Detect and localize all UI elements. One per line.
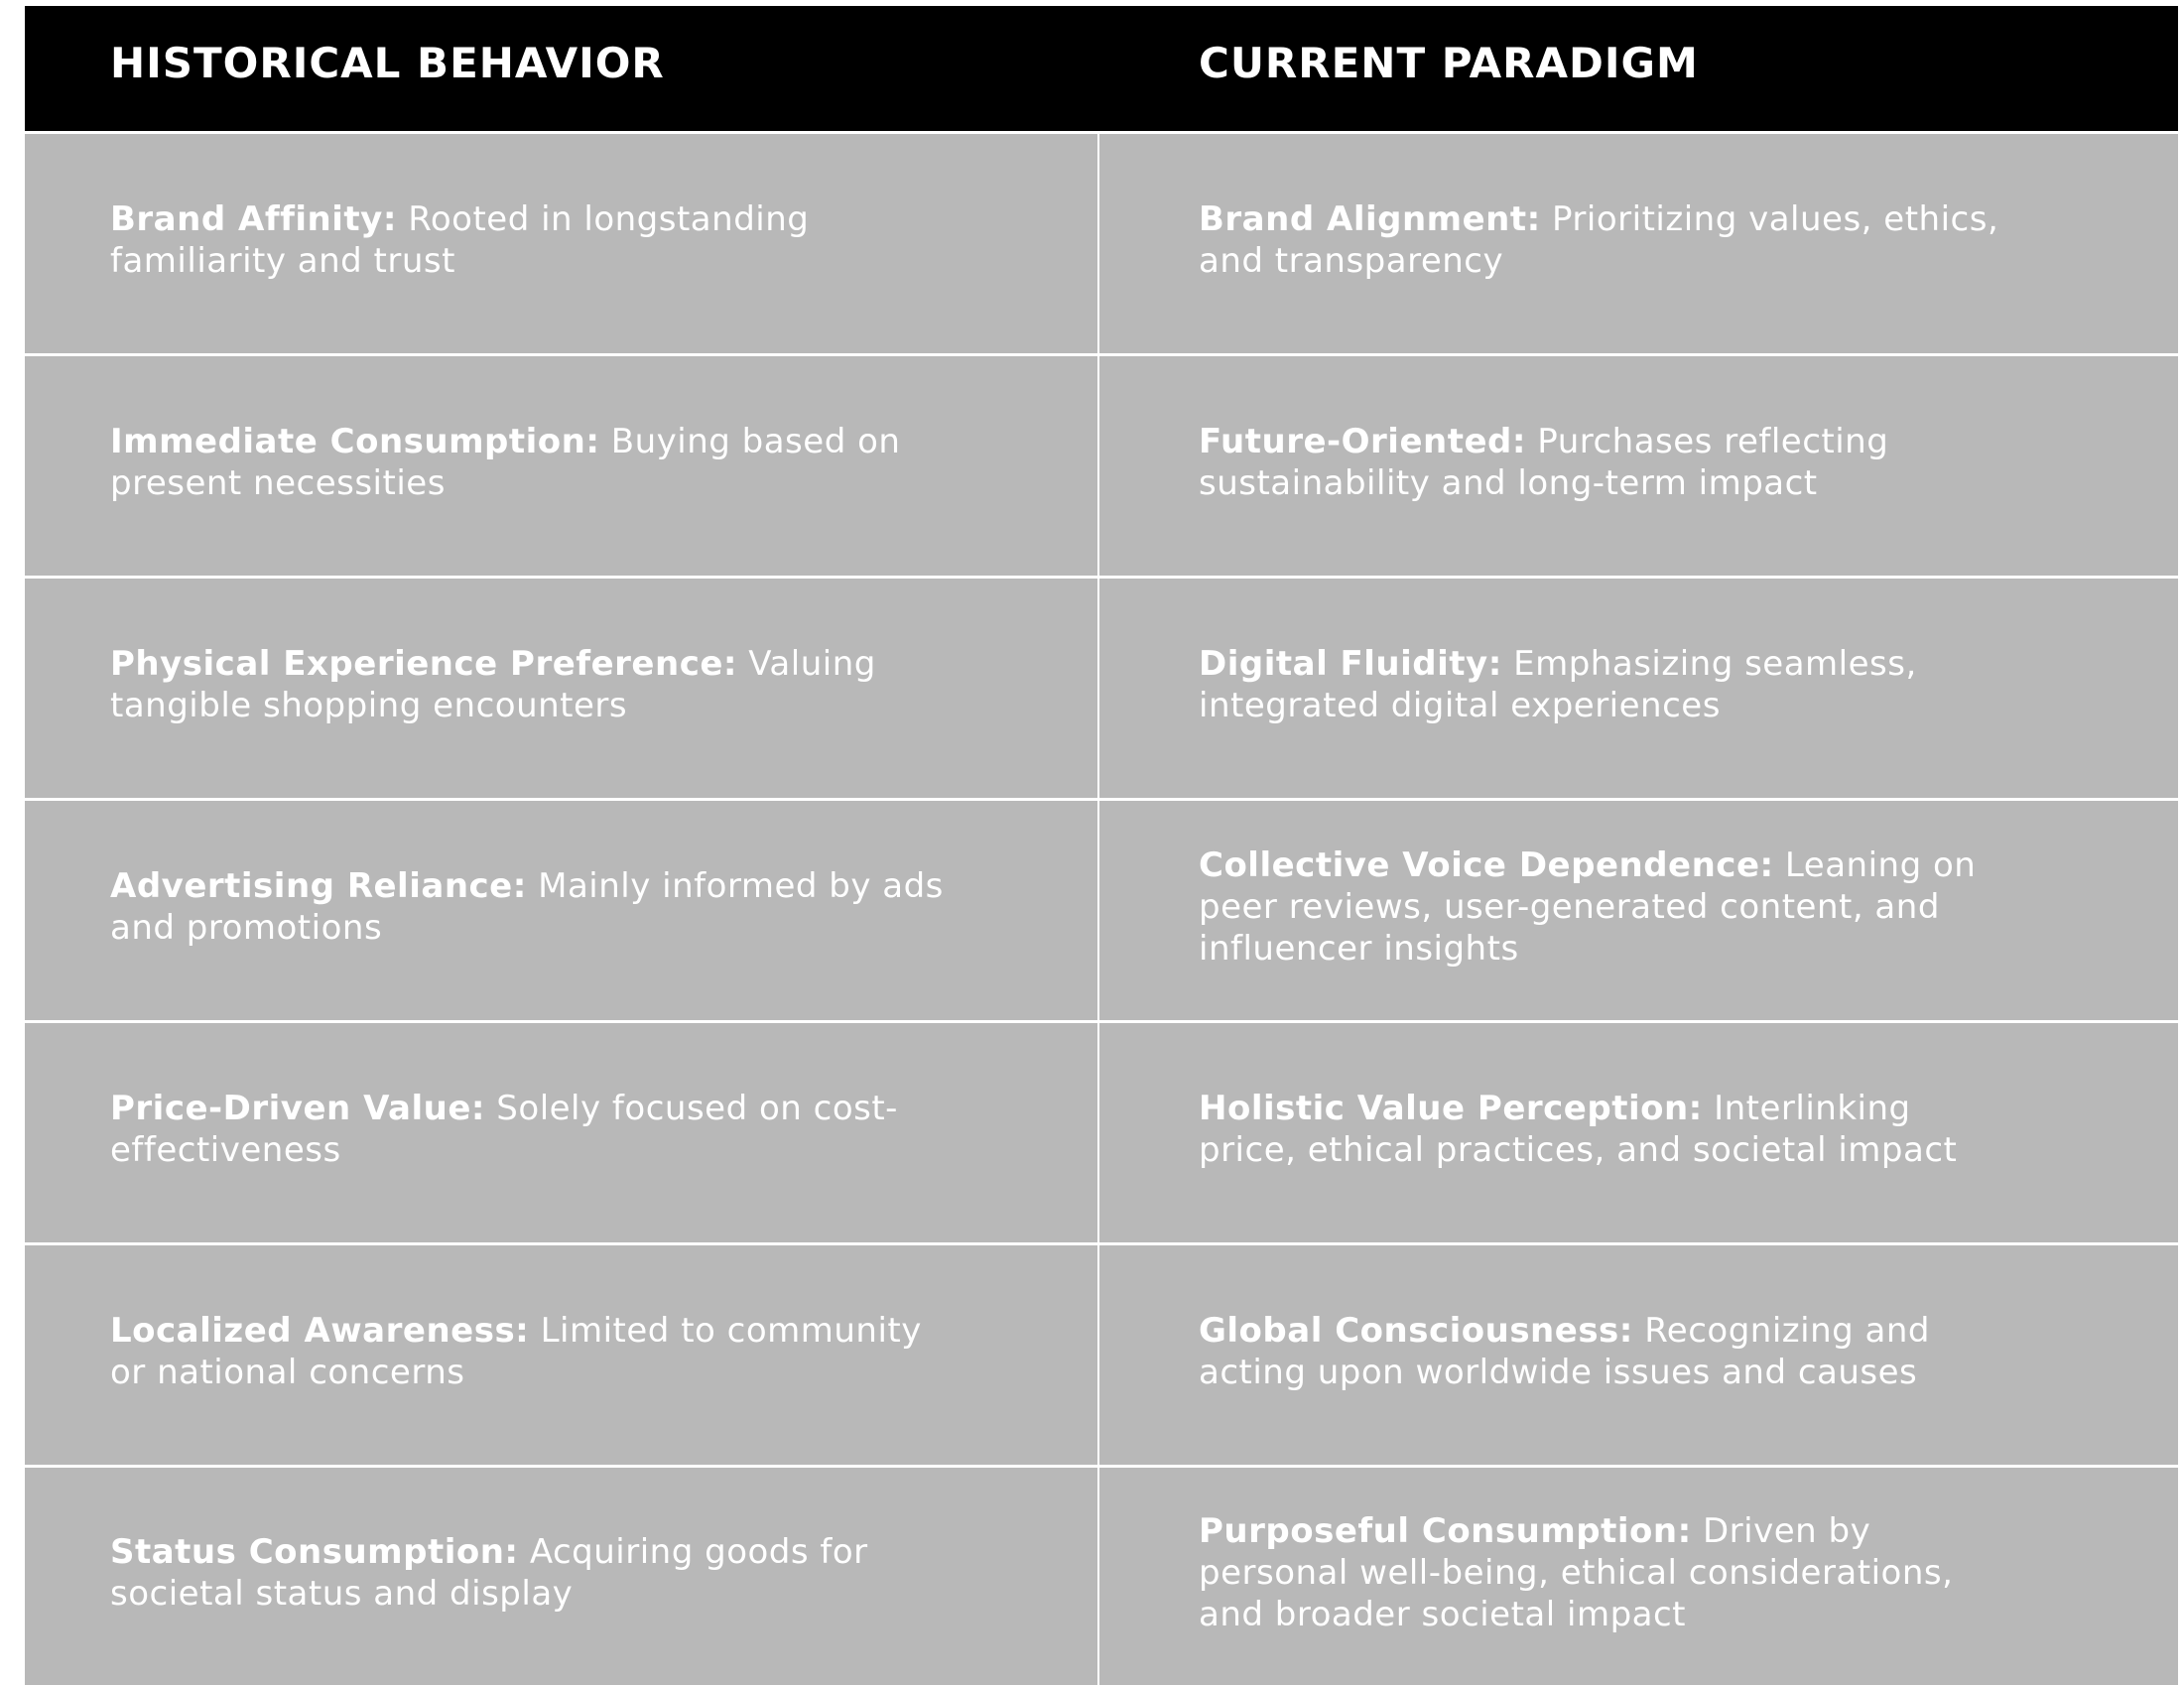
cell-text [1199,1310,2019,1401]
table-cell-current [1099,1023,2178,1242]
cell-description: Valuing tangible shopping encounters [110,643,876,725]
table-cell-historical [25,801,1097,1020]
cell-term: Digital Fluidity: [1199,643,1502,684]
cell-description: Buying based on present necessities [110,421,901,503]
table-cell-current [1099,1468,2178,1685]
cell-term: Global Consciousness: [1199,1310,1633,1351]
table-cell-current [1099,1245,2178,1465]
cell-text [1199,198,2019,290]
table-cell-historical [25,1245,1097,1465]
cell-description: Limited to community or national concerns [110,1310,922,1392]
cell-text [1199,643,2019,734]
table-cell-historical [25,579,1097,798]
cell-text [110,198,949,290]
cell-description: Solely focused on cost-effectiveness [110,1088,898,1170]
cell-term: Physical Experience Preference: [110,643,737,684]
cell-term: Status Consumption: [110,1531,519,1572]
table-cell-current [1099,134,2178,353]
cell-description: Mainly informed by ads and promotions [110,865,944,948]
cell-term: Collective Voice Dependence: [1199,844,1774,885]
cell-text [110,865,949,957]
cell-description: Driven by personal well-being, ethical considerations, and broader societal impact [1199,1510,1954,1634]
cell-term: Localized Awareness: [110,1310,530,1351]
cell-text [110,421,949,512]
cell-text [110,1310,949,1401]
cell-term: Immediate Consumption: [110,421,600,461]
table-cell-current [1099,801,2178,1020]
cell-term: Purposeful Consumption: [1199,1510,1692,1551]
cell-term: Brand Alignment: [1199,198,1541,239]
comparison-table [25,6,2178,1668]
cell-description: Rooted in longstanding familiarity and trust [110,198,810,281]
cell-text [110,1088,949,1179]
cell-term: Future-Oriented: [1199,421,1526,461]
cell-term: Price-Driven Value: [110,1088,485,1128]
header-current-paradigm: CURRENT PARADIGM [1199,39,1699,87]
cell-term: Advertising Reliance: [110,865,527,906]
table-header [25,6,2178,131]
header-historical-behavior: HISTORICAL BEHAVIOR [110,39,665,87]
cell-description: Purchases reflecting sustainability and long-term impact [1199,421,1889,503]
cell-description: Acquiring goods for societal status and display [110,1531,868,1614]
cell-term: Brand Affinity: [110,198,397,239]
cell-text [1199,421,2019,512]
cell-text [1199,1088,2019,1179]
cell-text [1199,1510,2019,1643]
cell-text [110,643,949,734]
cell-text [1199,844,2019,977]
cell-text [110,1531,949,1622]
cell-term: Holistic Value Perception: [1199,1088,1703,1128]
table-cell-historical [25,1468,1097,1685]
table-cell-historical [25,1023,1097,1242]
cell-description: Interlinking price, ethical practices, and societal impact [1199,1088,1958,1170]
cell-description: Leaning on peer reviews, user-generated content, and influencer insights [1199,844,1977,969]
table-cell-historical [25,134,1097,353]
table-cell-current [1099,579,2178,798]
table-cell-historical [25,356,1097,576]
cell-description: Prioritizing values, ethics, and transparency [1199,198,1999,281]
cell-description: Recognizing and acting upon worldwide issues and causes [1199,1310,1930,1392]
cell-description: Emphasizing seamless, integrated digital experiences [1199,643,1917,725]
table-cell-current [1099,356,2178,576]
